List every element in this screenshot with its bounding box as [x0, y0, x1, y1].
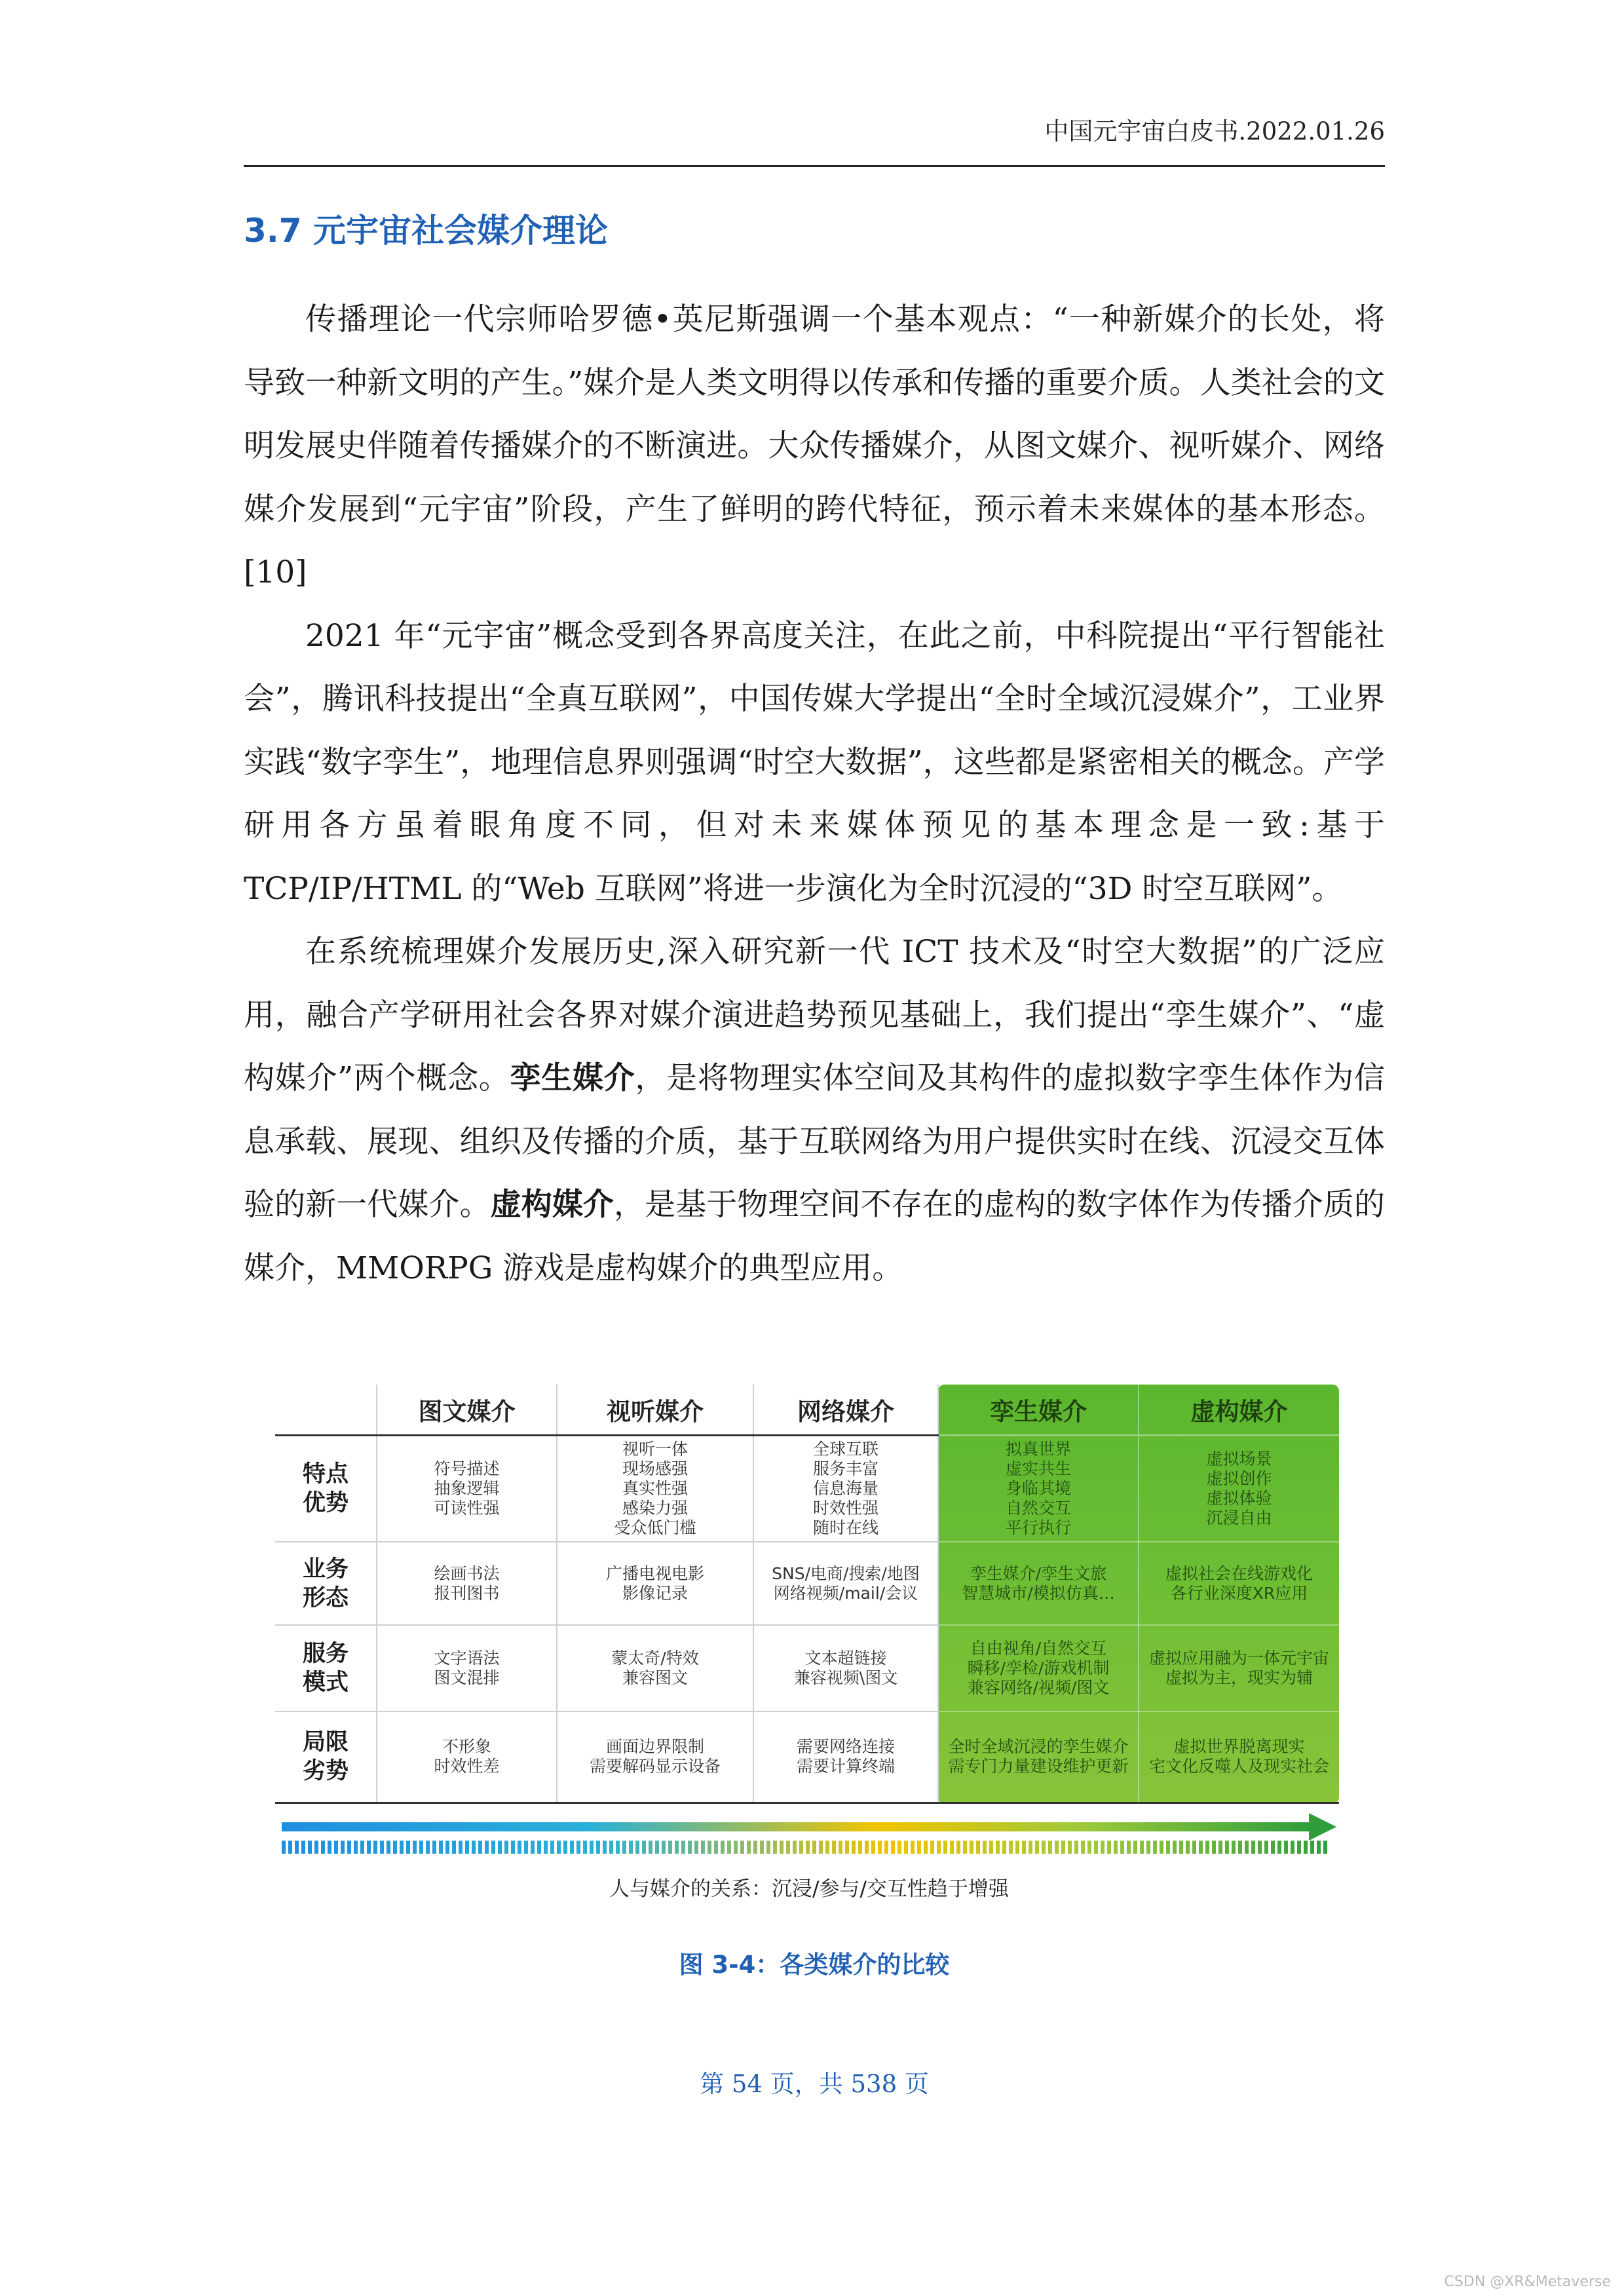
table-cell: 虚拟场景 虚拟创作 虚拟体验 沉浸自由	[1139, 1436, 1339, 1542]
column-header: 图文媒介	[377, 1385, 557, 1436]
table-cell: 不形象 时效性差	[377, 1712, 557, 1803]
term-twin-media: 孪生媒介	[510, 1060, 635, 1096]
table-row	[275, 1625, 1339, 1712]
table-cell: 虚拟应用融为一体元宇宙 虚拟为主，现实为辅	[1139, 1625, 1339, 1712]
table-cell: SNS/电商/搜索/地图 网络视频/mail/会议	[753, 1542, 938, 1625]
column-header: 网络媒介	[753, 1385, 938, 1436]
figure-caption: 图 3-4：各类媒介的比较	[679, 1951, 950, 1979]
table-cell: 虚拟社会在线游戏化 各行业深度XR应用	[1139, 1542, 1339, 1625]
table-cell: 孪生媒介/孪生文旅 智慧城市/模拟仿真…	[938, 1542, 1139, 1625]
table-cell: 符号描述 抽象逻辑 可读性强	[377, 1436, 557, 1542]
body-text	[244, 288, 1385, 1300]
header-rule	[244, 165, 1385, 167]
paragraph-1: 传播理论一代宗师哈罗德•英尼斯强调一个基本观点：“一种新媒介的长处，将导致一种新文明的产生。”媒介是人类文明得以传承和传播的重要介质。人类社会的文明发展史伴随着传播媒介的不断演进。大众传播媒介，从图文媒介、视听媒介、网络媒介发展到“元宇宙”阶段，产生了鲜明的跨代特征，预示着未来媒体的基本形态。[10]	[244, 301, 1385, 590]
page-number: 第 54 页，共 538 页	[700, 2070, 929, 2098]
table-cell: 全球互联 服务丰富 信息海量 时效性强 随时在线	[753, 1436, 938, 1542]
row-label: 特点 优势	[275, 1436, 377, 1542]
table-corner	[275, 1385, 377, 1436]
table-cell: 蒙太奇/特效 兼容图文	[557, 1625, 753, 1712]
table-cell: 画面边界限制 需要解码显示设备	[557, 1712, 753, 1803]
table-cell: 视听一体 现场感强 真实性强 感染力强 受众低门槛	[557, 1436, 753, 1542]
trend-arrow-line	[282, 1822, 1310, 1831]
media-comparison-figure	[275, 1379, 1343, 1917]
running-header: 中国元宇宙白皮书.2022.01.26	[1044, 117, 1385, 145]
table-header-row	[275, 1385, 1339, 1436]
table-cell: 绘画书法 报刊图书	[377, 1542, 557, 1625]
watermark: CSDN @XR&Metaverse	[1444, 2274, 1611, 2290]
paragraph-3-part-e: ，是基于物理空间不存在的虚构的数字体作为传播介质的媒介，MMORPG 游戏是虚构媒介的典型应用。	[244, 1187, 1386, 1286]
row-label: 业务 形态	[275, 1542, 377, 1625]
row-label: 局限 劣势	[275, 1712, 377, 1803]
column-header: 孪生媒介	[938, 1385, 1139, 1436]
table-cell: 文字语法 图文混排	[377, 1625, 557, 1712]
table-cell: 全时全域沉浸的孪生媒介 需专门力量建设维护更新	[938, 1712, 1139, 1803]
table-row	[275, 1542, 1339, 1625]
row-label: 服务 模式	[275, 1625, 377, 1712]
media-comparison-table	[275, 1385, 1339, 1804]
paragraph-3	[244, 921, 1385, 1300]
column-header: 视听媒介	[557, 1385, 753, 1436]
term-fictional-media: 虚构媒介	[490, 1187, 614, 1223]
trend-dash-bar	[282, 1841, 1330, 1854]
table-cell: 自由视角/自然交互 瞬移/孪检/游戏机制 兼容网络/视频/图文	[938, 1625, 1139, 1712]
table-row	[275, 1436, 1339, 1542]
column-header: 虚构媒介	[1139, 1385, 1339, 1436]
table-cell: 拟真世界 虚实共生 身临其境 自然交互 平行执行	[938, 1436, 1139, 1542]
table-cell: 虚拟世界脱离现实 宅文化反噬人及现实社会	[1139, 1712, 1339, 1803]
relation-label: 人与媒介的关系：沉浸/参与/交互性趋于增强	[609, 1877, 1009, 1901]
table-cell: 需要网络连接 需要计算终端	[753, 1712, 938, 1803]
trend-arrow-head	[1309, 1813, 1336, 1841]
table-row	[275, 1712, 1339, 1803]
table-cell: 广播电视电影 影像记录	[557, 1542, 753, 1625]
table-cell: 文本超链接 兼容视频\图文	[753, 1625, 938, 1712]
paragraph-2: 2021 年“元宇宙”概念受到各界高度关注，在此之前，中科院提出“平行智能社会”，腾讯科技提出“全真互联网”，中国传媒大学提出“全时全域沉浸媒介”，工业界实践“数字孪生”，地理信息界则强调“时空大数据”，这些都是紧密相关的概念。产学研用各方虽着眼角度不同，但对未来媒体预见的基本理念是一致:基于 TCP/IP/HTML 的“Web 互联网”将进一步演化为全时沉浸的“3D 时空互联网”。	[244, 617, 1385, 907]
paragraph-3-part-c: ，是将物理实体空间及其构件的虚拟数字孪生体作为信息承载、展现、组织及传播的介质，基于互联网络为用户提供实时在线、沉浸交互体验的新一代媒介。	[244, 1060, 1386, 1223]
paragraph-3-part-a: 在系统梳理媒介发展历史,深入研究新一代 ICT 技术及“时空大数据”的广泛应用，融合产学研用社会各界对媒介演进趋势预见基础上，我们提出“孪生媒介”、“虚构媒介”两个概念。	[244, 934, 1385, 1096]
section-title: 3.7 元宇宙社会媒介理论	[244, 212, 608, 250]
